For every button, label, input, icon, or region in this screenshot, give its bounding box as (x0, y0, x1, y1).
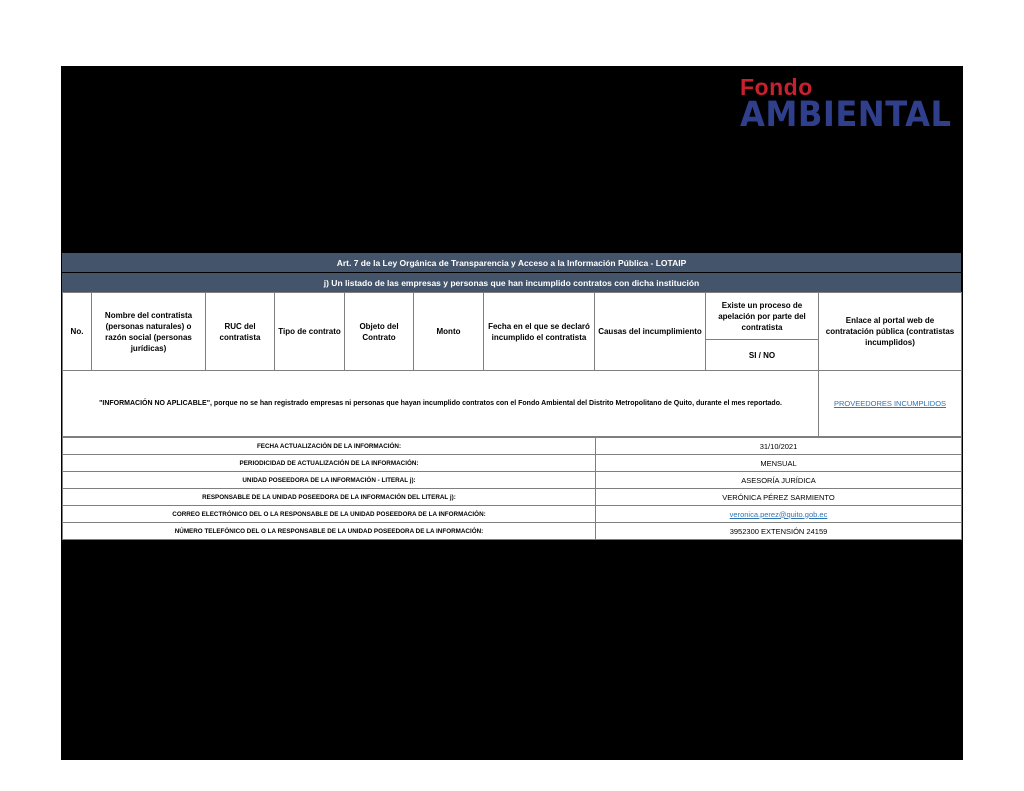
logo-line-2: AMBIENTAL (740, 95, 952, 135)
info-row (63, 455, 962, 472)
info-label-correo: CORREO ELECTRÓNICO DEL O LA RESPONSABLE DE LA UNIDAD POSEEDORA DE LA INFORMACIÓN: (63, 506, 596, 523)
info-value-responsable: VERÓNICA PÉREZ SARMIENTO (596, 489, 962, 506)
header-apelacion-si-no: SI / NO (706, 340, 819, 371)
info-row (63, 523, 962, 540)
contractors-table (62, 292, 962, 437)
not-applicable-notice: "INFORMACIÓN NO APLICABLE", porque no se han registrado empresas ni personas que hayan incumplido contratos con el Fondo Ambiental del Distrito Metropolitano de Quito, durante el mes reportado. (63, 371, 819, 437)
metadata-table (62, 437, 962, 540)
info-value-fecha: 31/10/2021 (596, 438, 962, 455)
info-label-telefono: NÚMERO TELEFÓNICO DEL O LA RESPONSABLE DE LA UNIDAD POSEEDORA DE LA INFORMACIÓN: (63, 523, 596, 540)
info-label-periodicidad: PERIODICIDAD DE ACTUALIZACIÓN DE LA INFORMACIÓN: (63, 455, 596, 472)
proveedores-incumplidos-link[interactable]: PROVEEDORES INCUMPLIDOS (833, 399, 947, 408)
info-row (63, 489, 962, 506)
law-banner: Art. 7 de la Ley Orgánica de Transparencia y Acceso a la Información Pública - LOTAIP (62, 253, 961, 272)
header-objeto: Objeto del Contrato (345, 293, 414, 371)
link-cell (819, 371, 962, 437)
fondo-ambiental-logo (740, 76, 950, 136)
header-apelacion: Existe un proceso de apelación por parte del contratista (706, 293, 819, 340)
info-value-unidad: ASESORÍA JURÍDICA (596, 472, 962, 489)
info-value-correo-cell (596, 506, 962, 523)
literal-banner: j) Un listado de las empresas y personas que han incumplido contratos con dicha institución (62, 273, 961, 292)
info-row (63, 472, 962, 489)
info-label-unidad: UNIDAD POSEEDORA DE LA INFORMACIÓN - LITERAL j): (63, 472, 596, 489)
info-value-telefono: 3952300 EXTENSIÓN 24159 (596, 523, 962, 540)
header-causas: Causas del incumplimiento (595, 293, 706, 371)
header-tipo: Tipo de contrato (275, 293, 345, 371)
header-monto: Monto (414, 293, 484, 371)
header-enlace: Enlace al portal web de contratación pública (contratistas incumplidos) (819, 293, 962, 371)
header-no: No. (63, 293, 92, 371)
info-label-fecha: FECHA ACTUALIZACIÓN DE LA INFORMACIÓN: (63, 438, 596, 455)
header-nombre: Nombre del contratista (personas naturales) o razón social (personas jurídicas) (92, 293, 206, 371)
logo-line-1: Fondo (740, 74, 813, 100)
header-ruc: RUC del contratista (206, 293, 275, 371)
info-row (63, 506, 962, 523)
info-label-responsable: RESPONSABLE DE LA UNIDAD POSEEDORA DE LA INFORMACIÓN DEL LITERAL j): (63, 489, 596, 506)
email-link[interactable]: veronica.perez@quito.gob.ec (729, 509, 828, 519)
info-row (63, 438, 962, 455)
info-value-periodicidad: MENSUAL (596, 455, 962, 472)
header-fecha: Fecha en el que se declaró incumplido el contratista (484, 293, 595, 371)
